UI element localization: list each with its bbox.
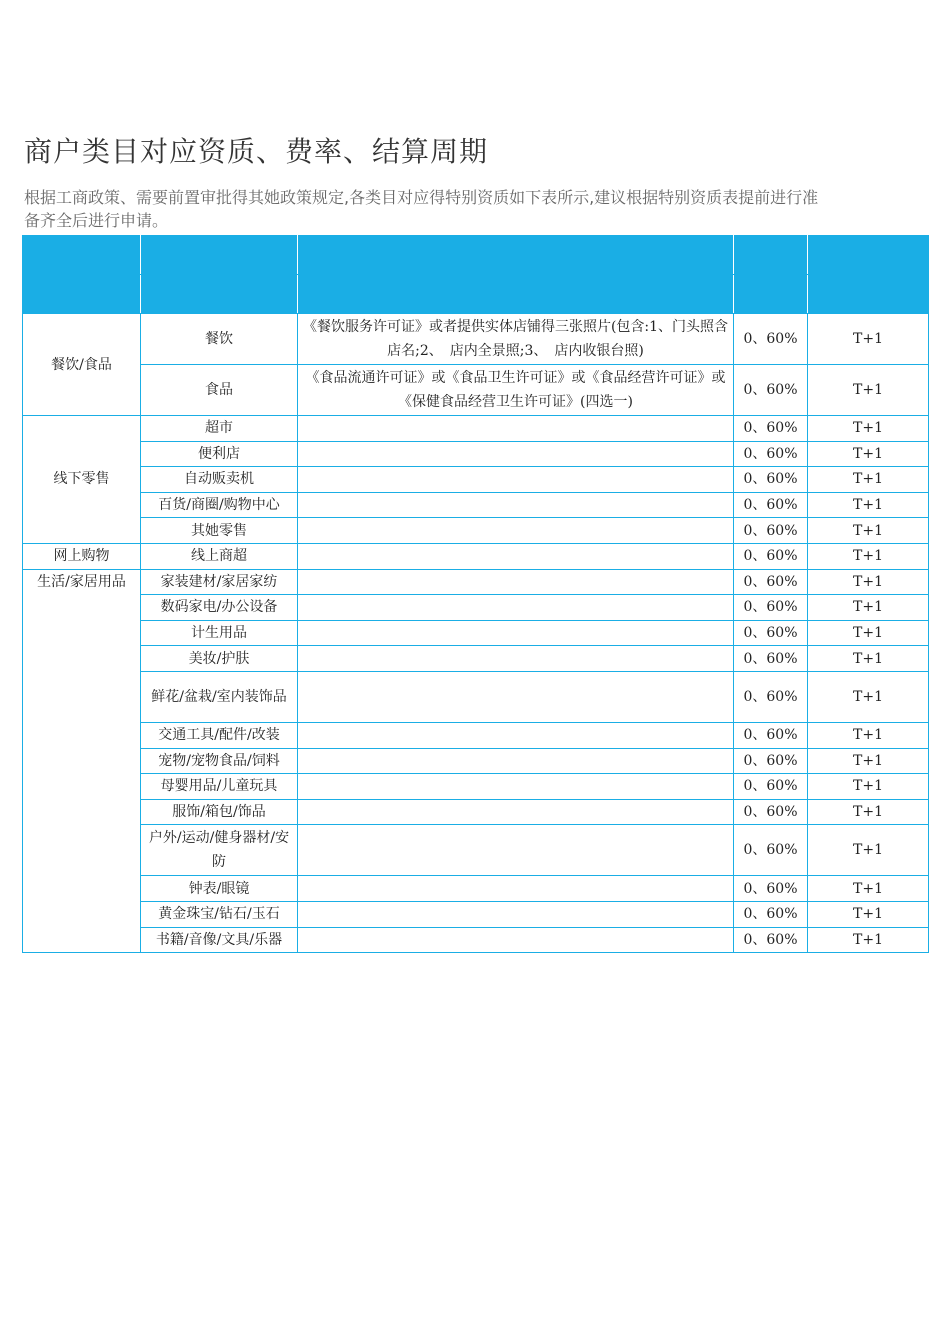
- cycle-cell: T+1: [808, 314, 929, 365]
- qualification-cell: [298, 492, 734, 518]
- rate-cell: 0、60%: [734, 416, 808, 442]
- cycle-cell: T+1: [808, 876, 929, 902]
- qualification-cell: [298, 876, 734, 902]
- rate-cell: 0、60%: [734, 441, 808, 467]
- rate-cell: 0、60%: [734, 671, 808, 722]
- qualification-cell: [298, 620, 734, 646]
- cycle-cell: T+1: [808, 595, 929, 621]
- header-cell-rate: [734, 236, 808, 275]
- rate-cell: 0、60%: [734, 569, 808, 595]
- subcategory-cell: 线上商超: [141, 543, 298, 569]
- rate-cell: 0、60%: [734, 620, 808, 646]
- qualification-cell: [298, 901, 734, 927]
- category-cell: 线下零售: [23, 416, 141, 544]
- cycle-cell: T+1: [808, 774, 929, 800]
- subcategory-cell: 宠物/宠物食品/饲料: [141, 748, 298, 774]
- cycle-cell: T+1: [808, 441, 929, 467]
- subcategory-cell: 交通工具/配件/改装: [141, 722, 298, 748]
- subcategory-cell: 计生用品: [141, 620, 298, 646]
- table-row: [23, 416, 929, 442]
- qualification-cell: [298, 799, 734, 825]
- table-row: [23, 595, 929, 621]
- table-row: [23, 314, 929, 365]
- rate-cell: 0、60%: [734, 646, 808, 672]
- qualification-cell: [298, 595, 734, 621]
- table-row: [23, 799, 929, 825]
- table-row: [23, 774, 929, 800]
- cycle-cell: T+1: [808, 467, 929, 493]
- subcategory-cell: 母婴用品/儿童玩具: [141, 774, 298, 800]
- rate-cell: 0、60%: [734, 365, 808, 416]
- table-row: [23, 748, 929, 774]
- table-row: [23, 569, 929, 595]
- qualification-cell: [298, 518, 734, 544]
- subcategory-cell: 数码家电/办公设备: [141, 595, 298, 621]
- qualification-cell: [298, 825, 734, 876]
- rate-cell: 0、60%: [734, 543, 808, 569]
- cycle-cell: T+1: [808, 620, 929, 646]
- qualification-cell: [298, 722, 734, 748]
- subcategory-cell: 服饰/箱包/饰品: [141, 799, 298, 825]
- qualification-cell: [298, 927, 734, 953]
- rate-cell: 0、60%: [734, 927, 808, 953]
- header-cell-qualification: [298, 236, 734, 275]
- table-row: [23, 543, 929, 569]
- table-header: [23, 236, 929, 314]
- category-cell: 网上购物: [23, 543, 141, 569]
- rate-cell: 0、60%: [734, 467, 808, 493]
- cycle-cell: T+1: [808, 416, 929, 442]
- subcategory-cell: 便利店: [141, 441, 298, 467]
- table-row: [23, 441, 929, 467]
- subcategory-cell: 食品: [141, 365, 298, 416]
- subcategory-cell: 百货/商圈/购物中心: [141, 492, 298, 518]
- table-row: [23, 927, 929, 953]
- header-cell-cycle: [808, 275, 929, 314]
- cycle-cell: T+1: [808, 722, 929, 748]
- cycle-cell: T+1: [808, 518, 929, 544]
- category-cell: 生活/家居用品: [23, 569, 141, 953]
- rate-cell: 0、60%: [734, 518, 808, 544]
- table-row: [23, 722, 929, 748]
- qualification-cell: 《食品流通许可证》或《食品卫生许可证》或《食品经营许可证》或《保健食品经营卫生许可证》(四选一): [298, 365, 734, 416]
- header-cell-subcategory: [141, 236, 298, 275]
- cycle-cell: T+1: [808, 671, 929, 722]
- qualification-cell: [298, 748, 734, 774]
- header-cell-rate: [734, 275, 808, 314]
- rate-cell: 0、60%: [734, 825, 808, 876]
- qualification-cell: [298, 441, 734, 467]
- subcategory-cell: 黄金珠宝/钻石/玉石: [141, 901, 298, 927]
- qualification-cell: [298, 467, 734, 493]
- cycle-cell: T+1: [808, 901, 929, 927]
- subcategory-cell: 家装建材/家居家纺: [141, 569, 298, 595]
- table-row: [23, 901, 929, 927]
- rate-cell: 0、60%: [734, 722, 808, 748]
- table-row: [23, 518, 929, 544]
- table-row: [23, 876, 929, 902]
- qualification-cell: [298, 569, 734, 595]
- subcategory-cell: 餐饮: [141, 314, 298, 365]
- rate-cell: 0、60%: [734, 748, 808, 774]
- cycle-cell: T+1: [808, 365, 929, 416]
- rate-cell: 0、60%: [734, 774, 808, 800]
- cycle-cell: T+1: [808, 543, 929, 569]
- cycle-cell: T+1: [808, 646, 929, 672]
- subcategory-cell: 钟表/眼镜: [141, 876, 298, 902]
- header-row: [23, 236, 929, 275]
- cycle-cell: T+1: [808, 825, 929, 876]
- header-cell-category: [23, 236, 141, 275]
- table-row: [23, 646, 929, 672]
- category-cell: 餐饮/食品: [23, 314, 141, 416]
- subcategory-cell: 鲜花/盆栽/室内装饰品: [141, 671, 298, 722]
- table-row: [23, 671, 929, 722]
- rate-cell: 0、60%: [734, 492, 808, 518]
- table-row: [23, 620, 929, 646]
- cycle-cell: T+1: [808, 569, 929, 595]
- subcategory-cell: 自动贩卖机: [141, 467, 298, 493]
- header-cell-subcategory: [141, 275, 298, 314]
- cycle-cell: T+1: [808, 748, 929, 774]
- table-row: [23, 492, 929, 518]
- cycle-cell: T+1: [808, 492, 929, 518]
- cycle-cell: T+1: [808, 799, 929, 825]
- header-cell-category: [23, 275, 141, 314]
- header-cell-cycle: [808, 236, 929, 275]
- subcategory-cell: 超市: [141, 416, 298, 442]
- qualification-cell: 《餐饮服务许可证》或者提供实体店铺得三张照片(包含:1、门头照含店名;2、 店内全景照;3、 店内收银台照): [298, 314, 734, 365]
- category-table-container: [22, 235, 928, 953]
- qualification-cell: [298, 671, 734, 722]
- qualification-cell: [298, 543, 734, 569]
- subcategory-cell: 美妆/护肤: [141, 646, 298, 672]
- subcategory-cell: 书籍/音像/文具/乐器: [141, 927, 298, 953]
- subcategory-cell: 其她零售: [141, 518, 298, 544]
- rate-cell: 0、60%: [734, 901, 808, 927]
- table-row: [23, 365, 929, 416]
- table-row: [23, 467, 929, 493]
- rate-cell: 0、60%: [734, 799, 808, 825]
- subcategory-cell: 户外/运动/健身器材/安防: [141, 825, 298, 876]
- intro-paragraph: 根据工商政策、需要前置审批得其她政策规定,各类目对应得特别资质如下表所示,建议根据特别资质表提前进行准备齐全后进行申请。: [24, 188, 819, 230]
- rate-cell: 0、60%: [734, 876, 808, 902]
- rate-cell: 0、60%: [734, 314, 808, 365]
- cycle-cell: T+1: [808, 927, 929, 953]
- table-row: [23, 825, 929, 876]
- page-title: 商户类目对应资质、费率、结算周期: [24, 135, 489, 168]
- qualification-cell: [298, 646, 734, 672]
- qualification-cell: [298, 774, 734, 800]
- category-table: [22, 235, 929, 953]
- header-cell-qualification: [298, 275, 734, 314]
- rate-cell: 0、60%: [734, 595, 808, 621]
- qualification-cell: [298, 416, 734, 442]
- header-row: [23, 275, 929, 314]
